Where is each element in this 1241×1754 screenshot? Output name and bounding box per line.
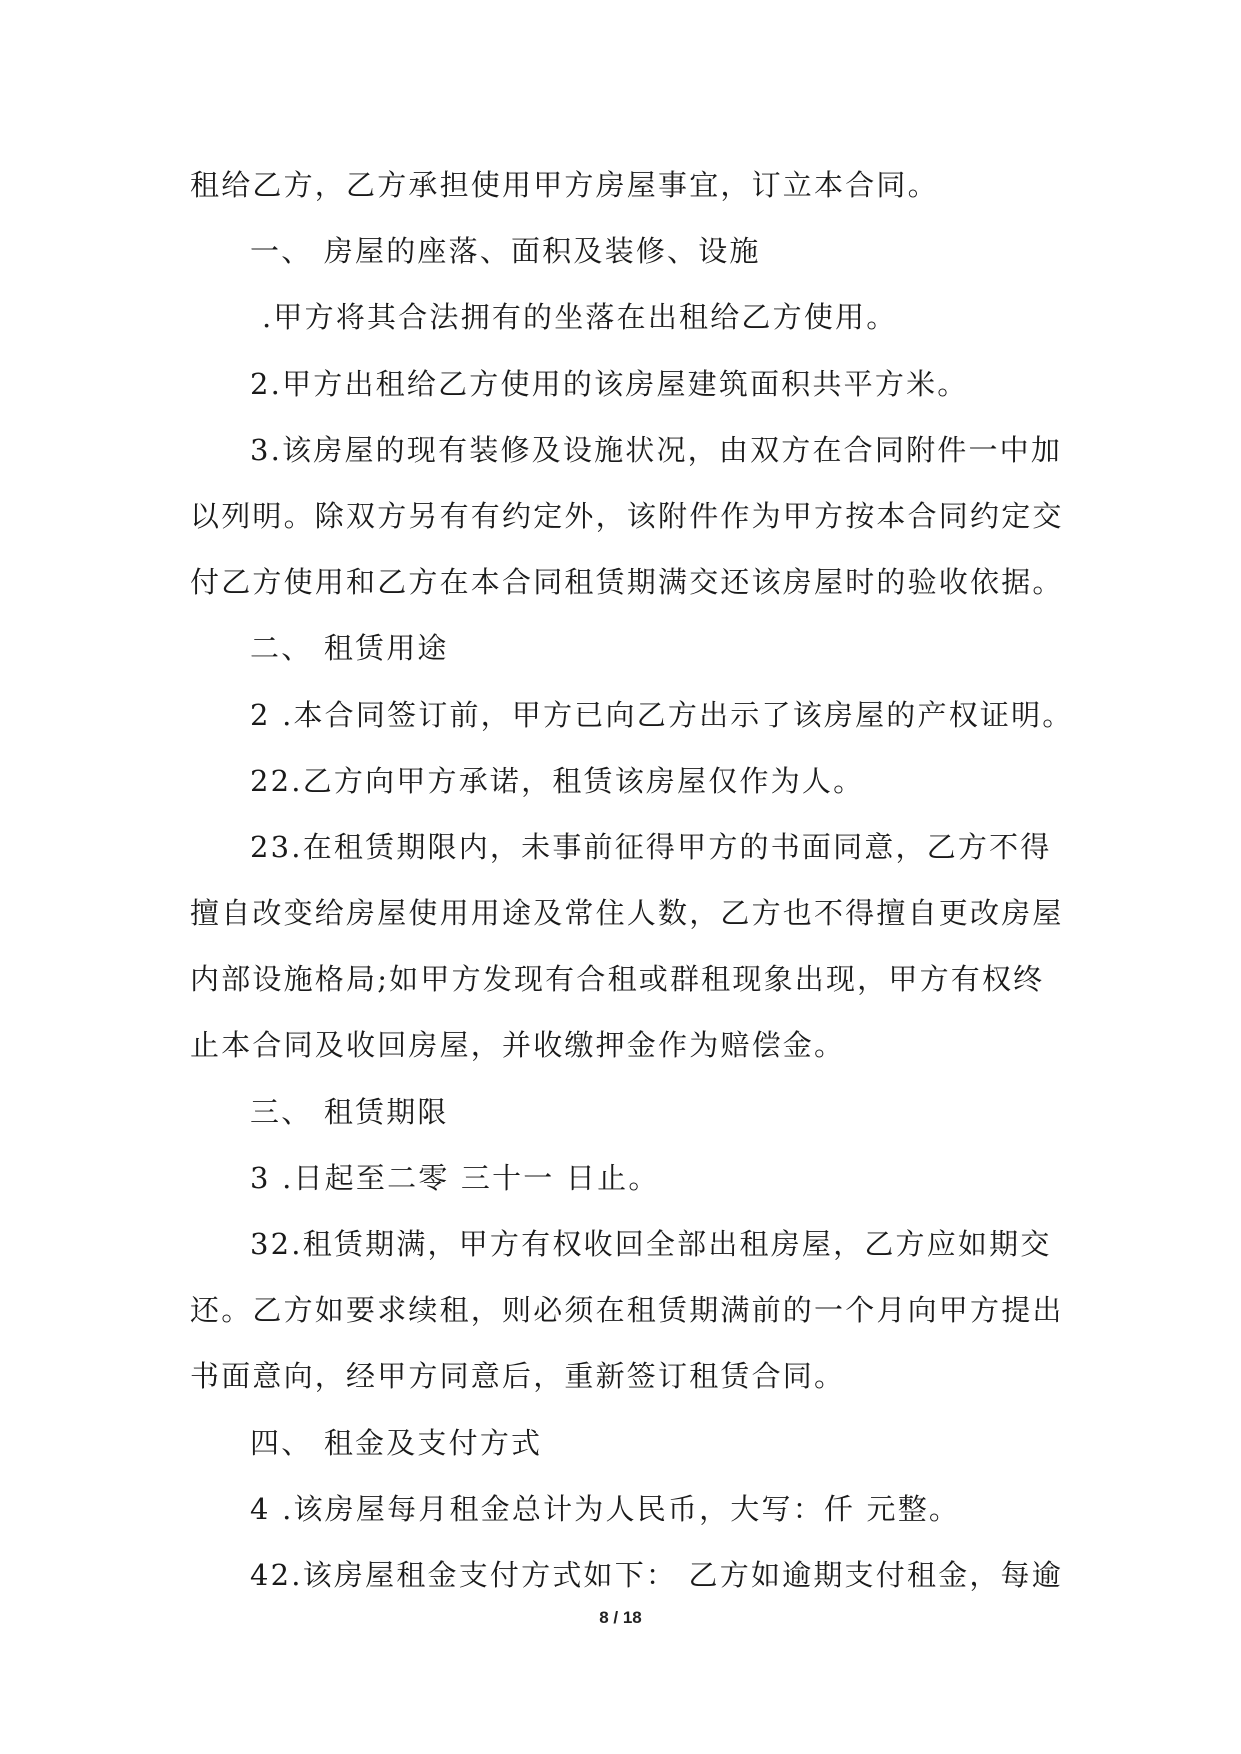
section-heading-2: 二、 租赁用途 (250, 631, 449, 666)
text-line: 租给乙方，乙方承担使用甲方房屋事宜，订立本合同。 (190, 168, 939, 202)
text-line: 还。乙方如要求续租，则必须在租赁期满前的一个月向甲方提出 (190, 1293, 1064, 1328)
text-line: 止本合同及收回房屋，并收缴押金作为赔偿金。 (190, 1028, 846, 1063)
text-line: 2.甲方出租给乙方使用的该房屋建筑面积共平方米。 (250, 366, 969, 401)
text-line: 内部设施格局;如甲方发现有合租或群租现象出现，甲方有权终 (190, 962, 1045, 997)
section-heading-1: 一、 房屋的座落、面积及装修、设施 (250, 234, 761, 269)
text-line: 付乙方使用和乙方在本合同租赁期满交还该房屋时的验收依据。 (190, 565, 1064, 600)
section-heading-3: 三、 租赁期限 (250, 1094, 449, 1129)
text-line: 32.租赁期满，甲方有权收回全部出租房屋，乙方应如期交 (250, 1227, 1052, 1261)
page-number: 8 / 18 (599, 1608, 642, 1627)
section-heading-4: 四、 租金及支付方式 (250, 1425, 543, 1460)
text-line: 2 .本合同签订前，甲方已向乙方出示了该房屋的产权证明。 (250, 697, 1074, 732)
text-line: 22.乙方向甲方承诺，租赁该房屋仅作为人。 (250, 763, 865, 798)
text-line: 3 .日起至二零 三十一 日止。 (250, 1160, 660, 1195)
text-line: 书面意向，经甲方同意后，重新签订租赁合同。 (190, 1359, 846, 1394)
text-line: 以列明。除双方另有有约定外，该附件作为甲方按本合同约定交 (190, 498, 1064, 533)
text-line: 4 .该房屋每月租金总计为人民币，大写：仟 元整。 (250, 1491, 961, 1526)
text-line: 3.该房屋的现有装修及设施状况，由双方在合同附件一中加 (250, 432, 1063, 467)
text-line: 23.在租赁期限内，未事前征得甲方的书面同意，乙方不得 (250, 829, 1052, 864)
contract-body (190, 152, 1074, 1608)
text-line: 擅自改变给房屋使用用途及常住人数，乙方也不得擅自更改房屋 (190, 896, 1064, 931)
text-line: .甲方将其合法拥有的坐落在出租给乙方使用。 (262, 300, 898, 335)
text-line: 42.该房屋租金支付方式如下： 乙方如逾期支付租金，每逾 (250, 1557, 1063, 1592)
